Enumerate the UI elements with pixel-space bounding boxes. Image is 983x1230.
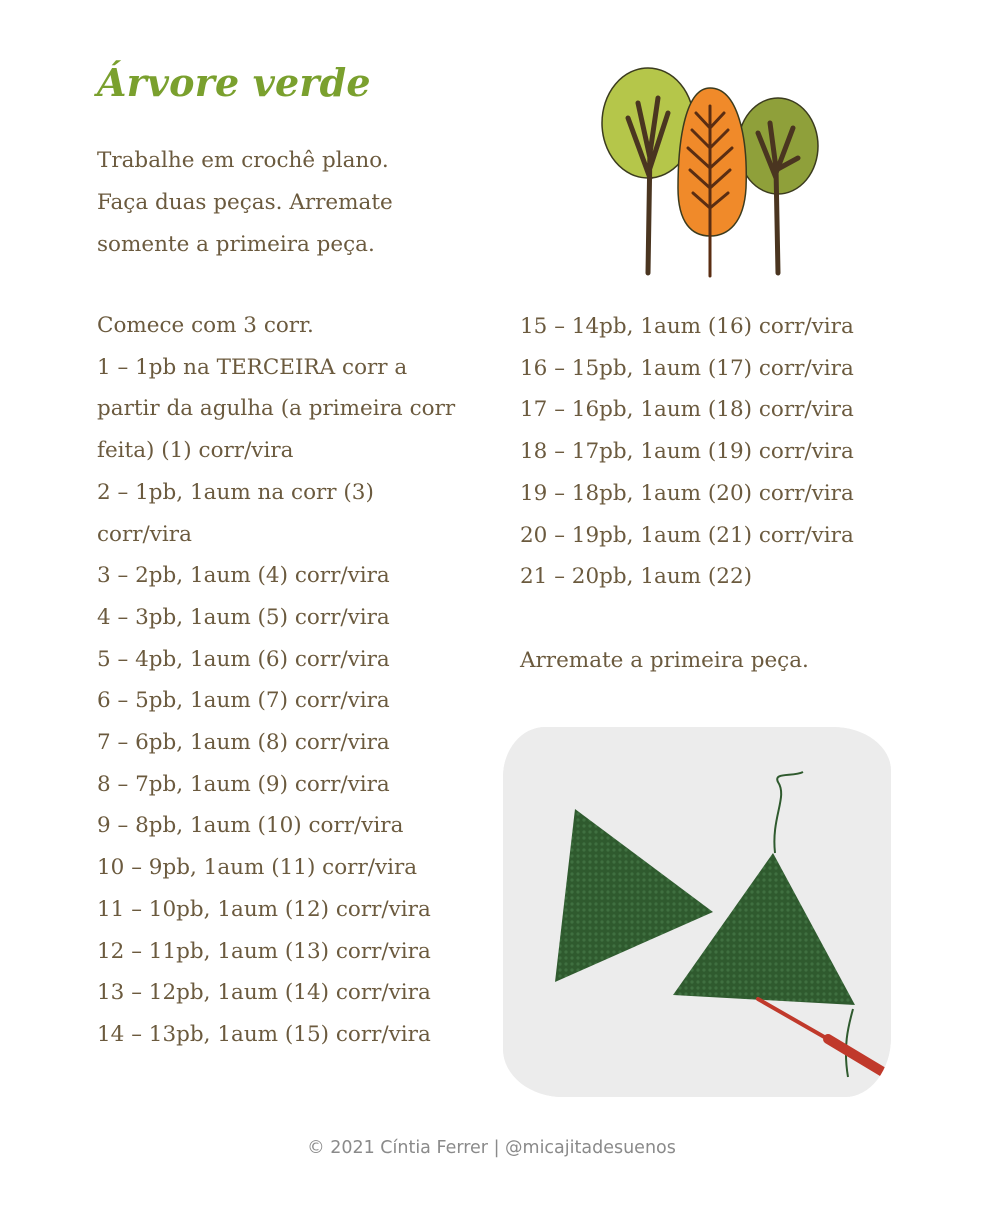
- instruction-line: 5 – 4pb, 1aum (6) corr/vira: [97, 646, 390, 672]
- trees-illustration: [598, 58, 823, 278]
- instruction-line: 18 – 17pb, 1aum (19) corr/vira: [520, 439, 854, 465]
- instructions-left-column: [97, 305, 497, 1056]
- instruction-line: 7 – 6pb, 1aum (8) corr/vira: [97, 730, 390, 756]
- intro-line: Faça duas peças. Arremate: [97, 190, 393, 215]
- instruction-line: 9 – 8pb, 1aum (10) corr/vira: [97, 813, 404, 839]
- intro-line: somente a primeira peça.: [97, 232, 375, 257]
- instruction-line: 17 – 16pb, 1aum (18) corr/vira: [520, 397, 854, 423]
- trees-icon: [598, 58, 823, 278]
- instruction-line: 19 – 18pb, 1aum (20) corr/vira: [520, 480, 854, 506]
- instructions-right-column: [520, 306, 940, 598]
- crochet-photo-icon: [503, 727, 891, 1097]
- instruction-line: 1 – 1pb na TERCEIRA corr a partir da agulha (a primeira corr feita) (1) corr/vira: [97, 354, 456, 464]
- instruction-line: 10 – 9pb, 1aum (11) corr/vira: [97, 855, 418, 881]
- instruction-line: 2 – 1pb, 1aum na corr (3) corr/vira: [97, 479, 374, 547]
- copyright-footer: © 2021 Cíntia Ferrer | @micajitadesuenos: [307, 1138, 676, 1158]
- instruction-line: 14 – 13pb, 1aum (15) corr/vira: [97, 1021, 431, 1047]
- instruction-line: 15 – 14pb, 1aum (16) corr/vira: [520, 314, 854, 339]
- crochet-triangles-photo: [503, 727, 891, 1097]
- instruction-line: 8 – 7pb, 1aum (9) corr/vira: [97, 771, 390, 797]
- instruction-line: 6 – 5pb, 1aum (7) corr/vira: [97, 688, 390, 714]
- instruction-line: 21 – 20pb, 1aum (22): [520, 564, 753, 590]
- instruction-line: 4 – 3pb, 1aum (5) corr/vira: [97, 604, 390, 630]
- instruction-line: 20 – 19pb, 1aum (21) corr/vira: [520, 522, 854, 548]
- intro-text: [97, 140, 477, 266]
- intro-line: Trabalhe em crochê plano.: [97, 148, 389, 173]
- instruction-line: 3 – 2pb, 1aum (4) corr/vira: [97, 563, 390, 589]
- instruction-line: 11 – 10pb, 1aum (12) corr/vira: [97, 896, 431, 922]
- instruction-line: 12 – 11pb, 1aum (13) corr/vira: [97, 938, 431, 964]
- instruction-line: 16 – 15pb, 1aum (17) corr/vira: [520, 355, 854, 381]
- instruction-line: Comece com 3 corr.: [97, 313, 314, 338]
- finish-note: Arremate a primeira peça.: [520, 648, 809, 673]
- instruction-line: 13 – 12pb, 1aum (14) corr/vira: [97, 980, 431, 1006]
- page-title: Árvore verde: [97, 60, 371, 105]
